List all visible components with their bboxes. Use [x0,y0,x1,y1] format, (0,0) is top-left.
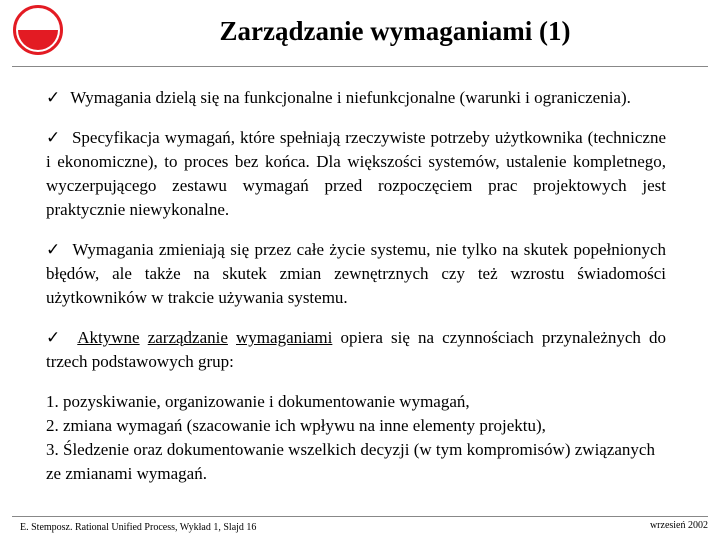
activity-list [46,390,666,486]
checkmark-icon: ✓ [46,328,65,347]
logo-icon [12,4,64,56]
page-title: Zarządzanie wymaganiami (1) [219,16,571,46]
underlined-word: wymaganiami [236,328,333,347]
bullet-paragraph [46,126,666,222]
checkmark-icon: ✓ [46,88,61,107]
paragraph-text: Wymagania dzielą się na funkcjonalne i niefunkcjonalne (warunki i ograniczenia). [70,88,631,107]
footer-source: E. Stemposz. Rational Unified Process, Wykład 1, Slajd 16 [20,522,257,533]
list-item: 2. zmiana wymagań (szacowanie ich wpływu na inne elementy projektu), [46,416,546,435]
bullet-paragraph [46,86,666,110]
slide-content [46,86,666,486]
checkmark-icon: ✓ [46,128,61,147]
underlined-word: zarządzanie [147,328,228,347]
paragraph-text: opiera się na czynnościach przynależnych do trzech podstawowych grup: [46,328,667,371]
bullet-paragraph [46,238,666,310]
paragraph-text: Wymagania zmieniają się przez całe życie systemu, nie tylko na skutek popełnionych błędów, ale także na skutek zmian zewnętrznych czy też wzrostu świadomości użytkowników w trakcie używania systemu. [46,240,666,307]
header-divider [12,66,708,67]
underlined-word: Aktywne [77,328,140,347]
paragraph-text: Specyfikacja wymagań, które spełniają rzeczywiste potrzeby użytkownika (techniczne i ekonomiczne), to proces bez końca. Dla większości systemów, ustalenie kompletnego, wyczerpującego zestawu wymagań przed rozpoczęciem prac projektowych jest praktycznie niewykonalne. [46,128,667,219]
bullet-paragraph [46,326,666,374]
footer-date: wrzesień 2002 [649,520,708,531]
checkmark-icon: ✓ [46,240,62,259]
footer-divider [12,516,708,517]
list-item: 3. Śledzenie oraz dokumentowanie wszelkich decyzji (w tym kompromisów) związanych ze zmianami wymagań. [46,440,655,483]
list-item: 1. pozyskiwanie, organizowanie i dokumentowanie wymagań, [46,392,470,411]
